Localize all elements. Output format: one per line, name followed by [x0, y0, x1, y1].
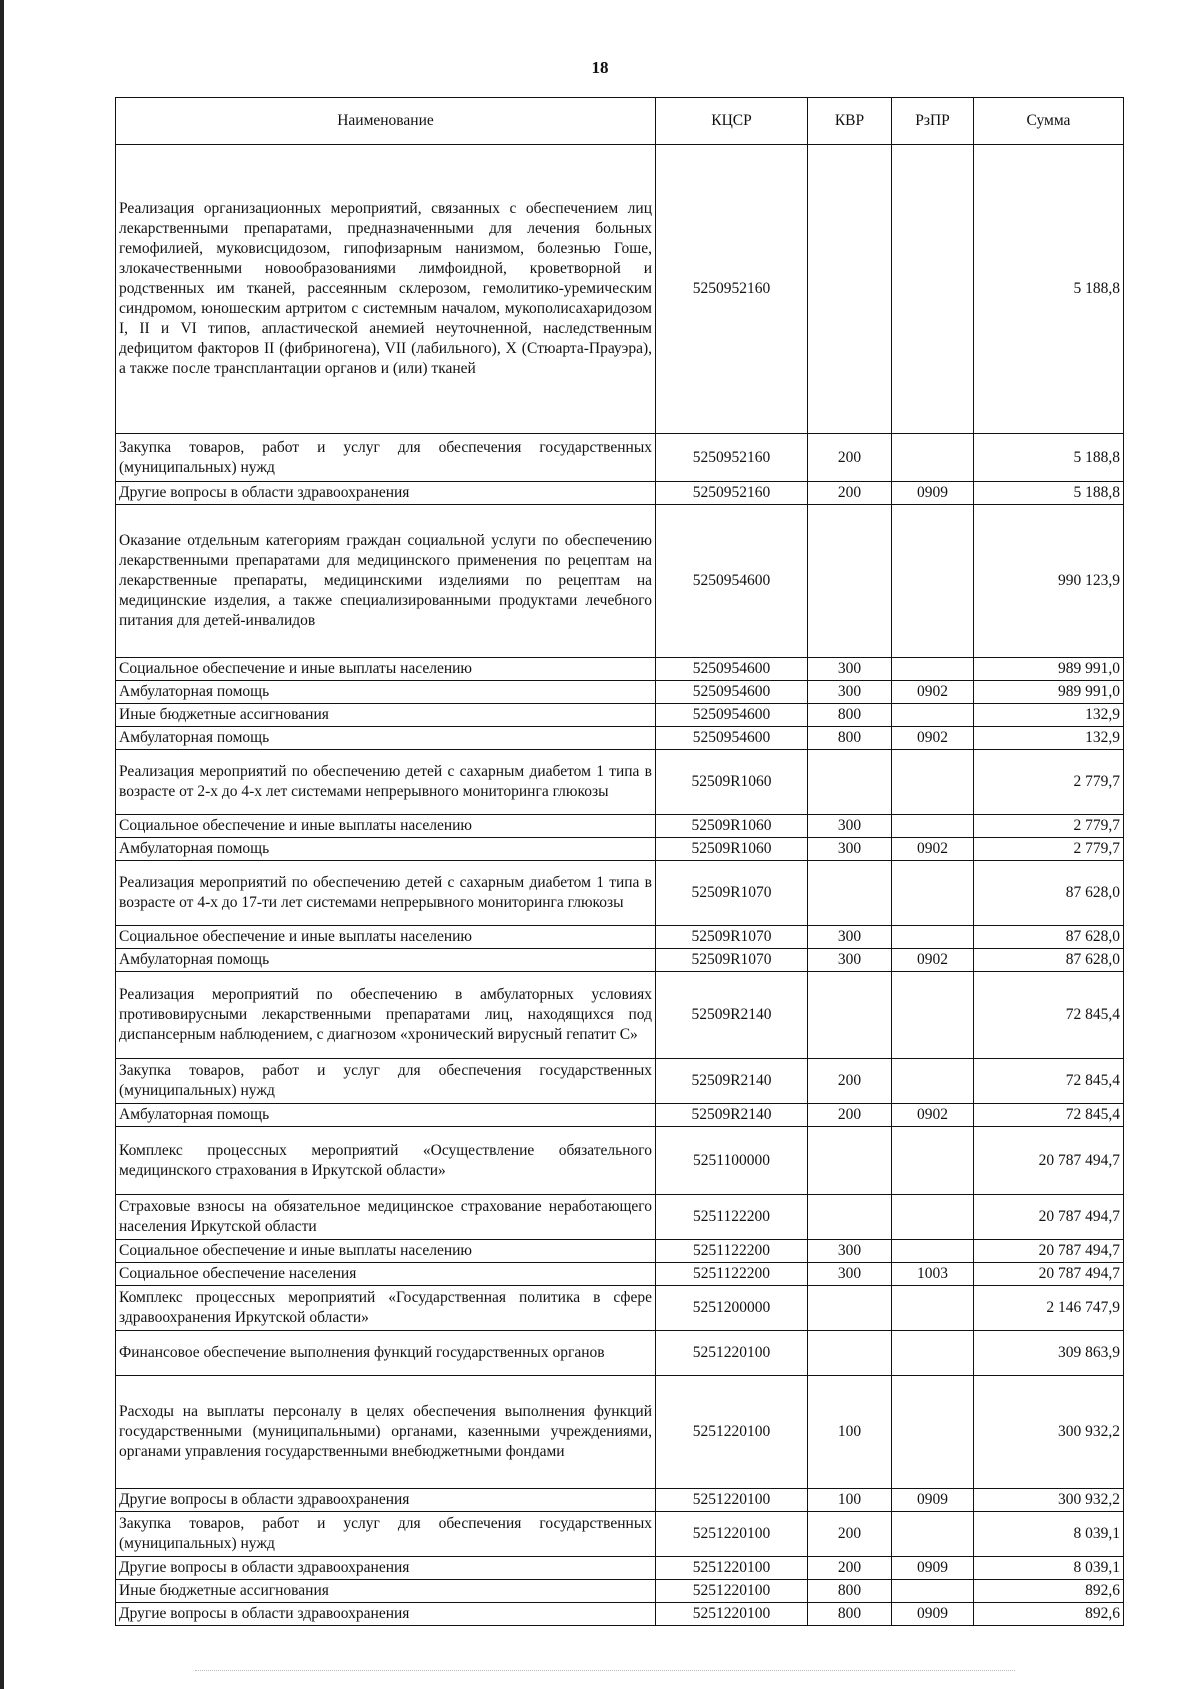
cell-name: Другие вопросы в области здравоохранения — [116, 482, 656, 505]
table-row — [116, 704, 1124, 727]
cell-name: Реализация мероприятий по обеспечению детей с сахарным диабетом 1 типа в возрасте от 4-х до 17-ти лет системами непрерывного мониторинга глюкозы — [116, 861, 656, 926]
cell-kcsr: 5250954600 — [656, 681, 808, 704]
cell-kvr: 300 — [808, 949, 892, 972]
table-row — [116, 434, 1124, 482]
table-row — [116, 1512, 1124, 1557]
header-name: Наименование — [116, 98, 656, 145]
header-sum: Сумма — [974, 98, 1124, 145]
cell-sum: 5 188,8 — [974, 434, 1124, 482]
cell-rzpr: 0902 — [892, 949, 974, 972]
cell-kcsr: 5250954600 — [656, 727, 808, 750]
table-row — [116, 727, 1124, 750]
cell-sum: 8 039,1 — [974, 1557, 1124, 1580]
cell-kcsr: 5251220100 — [656, 1331, 808, 1376]
cell-kcsr: 5251100000 — [656, 1127, 808, 1195]
cell-rzpr — [892, 658, 974, 681]
cell-sum: 87 628,0 — [974, 861, 1124, 926]
cell-kvr — [808, 1195, 892, 1240]
cell-sum: 5 188,8 — [974, 482, 1124, 505]
cell-kvr — [808, 1127, 892, 1195]
cell-kvr — [808, 972, 892, 1059]
cell-rzpr — [892, 505, 974, 658]
cell-sum: 72 845,4 — [974, 1104, 1124, 1127]
table-row — [116, 1263, 1124, 1286]
cell-kcsr: 52509R1070 — [656, 861, 808, 926]
cell-name: Комплекс процессных мероприятий «Государственная политика в сфере здравоохранения Иркутской области» — [116, 1286, 656, 1331]
cell-kvr: 800 — [808, 1580, 892, 1603]
table-row — [116, 1059, 1124, 1104]
cell-kcsr: 52509R1070 — [656, 926, 808, 949]
cell-name: Иные бюджетные ассигнования — [116, 704, 656, 727]
table-row — [116, 972, 1124, 1059]
cell-kvr: 300 — [808, 658, 892, 681]
cell-rzpr: 0909 — [892, 1489, 974, 1512]
cell-sum: 5 188,8 — [974, 145, 1124, 434]
cell-sum: 892,6 — [974, 1580, 1124, 1603]
cell-kcsr: 5251122200 — [656, 1195, 808, 1240]
cell-kvr: 200 — [808, 1557, 892, 1580]
cell-sum: 20 787 494,7 — [974, 1195, 1124, 1240]
budget-table — [115, 97, 1124, 1626]
cell-kvr: 300 — [808, 815, 892, 838]
cell-kvr — [808, 1286, 892, 1331]
cell-name: Социальное обеспечение и иные выплаты населению — [116, 926, 656, 949]
cell-name: Амбулаторная помощь — [116, 681, 656, 704]
cell-name: Комплекс процессных мероприятий «Осуществление обязательного медицинского страхования в Иркутской области» — [116, 1127, 656, 1195]
cell-kvr: 200 — [808, 1059, 892, 1104]
cell-sum: 2 146 747,9 — [974, 1286, 1124, 1331]
cell-rzpr — [892, 1331, 974, 1376]
cell-rzpr — [892, 434, 974, 482]
table-row — [116, 1240, 1124, 1263]
cell-rzpr: 0902 — [892, 1104, 974, 1127]
cell-kvr: 100 — [808, 1489, 892, 1512]
cell-sum: 892,6 — [974, 1603, 1124, 1626]
cell-name: Реализация мероприятий по обеспечению в амбулаторных условиях противовирусными лекарственными препаратами лиц, находящихся под диспансерным наблюдением, с диагнозом «хронический вирусный гепатит С» — [116, 972, 656, 1059]
cell-name: Финансовое обеспечение выполнения функций государственных органов — [116, 1331, 656, 1376]
cell-rzpr — [892, 750, 974, 815]
cell-kcsr: 52509R1060 — [656, 838, 808, 861]
cell-kvr: 200 — [808, 482, 892, 505]
cell-name: Иные бюджетные ассигнования — [116, 1580, 656, 1603]
header-kcsr: КЦСР — [656, 98, 808, 145]
cell-kcsr: 5250954600 — [656, 658, 808, 681]
cell-kcsr: 52509R1060 — [656, 750, 808, 815]
cell-rzpr — [892, 1580, 974, 1603]
cell-rzpr — [892, 145, 974, 434]
table-header-row — [116, 98, 1124, 145]
cell-kvr: 300 — [808, 838, 892, 861]
scan-edge — [0, 0, 4, 1689]
cell-kcsr: 52509R2140 — [656, 1104, 808, 1127]
cell-kcsr: 5251122200 — [656, 1240, 808, 1263]
cell-kcsr: 5250954600 — [656, 505, 808, 658]
table-row — [116, 1603, 1124, 1626]
cell-name: Социальное обеспечение населения — [116, 1263, 656, 1286]
cell-rzpr: 0909 — [892, 1603, 974, 1626]
cell-name: Закупка товаров, работ и услуг для обеспечения государственных (муниципальных) нужд — [116, 1512, 656, 1557]
cell-sum: 87 628,0 — [974, 926, 1124, 949]
table-row — [116, 815, 1124, 838]
cell-rzpr: 0902 — [892, 727, 974, 750]
cell-rzpr: 0909 — [892, 482, 974, 505]
cell-name: Закупка товаров, работ и услуг для обеспечения государственных (муниципальных) нужд — [116, 434, 656, 482]
cell-kvr: 200 — [808, 1512, 892, 1557]
cell-kvr — [808, 750, 892, 815]
cell-name: Социальное обеспечение и иные выплаты населению — [116, 815, 656, 838]
table-row — [116, 1104, 1124, 1127]
table-row — [116, 750, 1124, 815]
cell-name: Амбулаторная помощь — [116, 727, 656, 750]
cell-kvr — [808, 505, 892, 658]
cell-rzpr: 1003 — [892, 1263, 974, 1286]
cell-rzpr: 0909 — [892, 1557, 974, 1580]
cell-kcsr: 52509R2140 — [656, 972, 808, 1059]
table-row — [116, 949, 1124, 972]
cell-name: Другие вопросы в области здравоохранения — [116, 1603, 656, 1626]
cell-kcsr: 5250952160 — [656, 482, 808, 505]
table-row — [116, 658, 1124, 681]
cell-name: Реализация мероприятий по обеспечению детей с сахарным диабетом 1 типа в возрасте от 2-х до 4-х лет системами непрерывного мониторинга глюкозы — [116, 750, 656, 815]
cell-kvr: 300 — [808, 1263, 892, 1286]
cell-sum: 72 845,4 — [974, 1059, 1124, 1104]
cell-kvr: 300 — [808, 926, 892, 949]
cell-rzpr — [892, 972, 974, 1059]
cell-sum: 309 863,9 — [974, 1331, 1124, 1376]
table-row — [116, 681, 1124, 704]
cell-kcsr: 5251220100 — [656, 1557, 808, 1580]
cell-rzpr — [892, 1127, 974, 1195]
table-row — [116, 1286, 1124, 1331]
header-kvr: КВР — [808, 98, 892, 145]
cell-kvr — [808, 1331, 892, 1376]
cell-name: Закупка товаров, работ и услуг для обеспечения государственных (муниципальных) нужд — [116, 1059, 656, 1104]
cell-kvr: 800 — [808, 1603, 892, 1626]
cell-rzpr: 0902 — [892, 681, 974, 704]
cell-sum: 2 779,7 — [974, 815, 1124, 838]
table-row — [116, 505, 1124, 658]
cell-rzpr — [892, 1240, 974, 1263]
cell-rzpr — [892, 1286, 974, 1331]
cell-sum: 300 932,2 — [974, 1376, 1124, 1489]
header-rzpr: РзПР — [892, 98, 974, 145]
cell-rzpr — [892, 1059, 974, 1104]
cell-name: Реализация организационных мероприятий, связанных с обеспечением лиц лекарственными препаратами, предназначенными для лечения больных гемофилией, муковисцидозом, гипофизарным нанизмом, болезнью Гоше, злокачественными новообразованиями лимфоидной, кроветворной и родственных им тканей, рассеянным склерозом, гемолитико-уремическим синдромом, юношеским артритом с системным началом, мукополисахаридозом I, II и VI типов, апластической анемией неуточненной, наследственным дефицитом факторов II (фибриногена), VII (лабильного), X (Стюарта-Прауэра), а также после трансплантации органов и (или) тканей — [116, 145, 656, 434]
cell-sum: 300 932,2 — [974, 1489, 1124, 1512]
cell-kvr — [808, 145, 892, 434]
cell-kcsr: 52509R1070 — [656, 949, 808, 972]
cell-name: Расходы на выплаты персоналу в целях обеспечения выполнения функций государственными (муниципальными) органами, казенными учреждениями, органами управления государственными внебюджетными фондами — [116, 1376, 656, 1489]
cell-kvr: 100 — [808, 1376, 892, 1489]
cell-name: Оказание отдельным категориям граждан социальной услуги по обеспечению лекарственными препаратами для медицинского применения по рецептам на лекарственные препараты, медицинскими изделиями по рецептам на медицинские изделия, а также специализированными продуктами лечебного питания для детей-инвалидов — [116, 505, 656, 658]
cell-kvr: 300 — [808, 681, 892, 704]
cell-kcsr: 5251220100 — [656, 1489, 808, 1512]
cell-name: Социальное обеспечение и иные выплаты населению — [116, 658, 656, 681]
cell-sum: 72 845,4 — [974, 972, 1124, 1059]
cell-sum: 989 991,0 — [974, 658, 1124, 681]
table-row — [116, 1489, 1124, 1512]
cell-kcsr: 5250954600 — [656, 704, 808, 727]
table-row — [116, 145, 1124, 434]
cell-rzpr — [892, 1512, 974, 1557]
cell-kcsr: 5250952160 — [656, 145, 808, 434]
cell-name: Другие вопросы в области здравоохранения — [116, 1557, 656, 1580]
table-body — [116, 145, 1124, 1626]
table-row — [116, 1331, 1124, 1376]
cell-sum: 20 787 494,7 — [974, 1127, 1124, 1195]
cell-kvr: 300 — [808, 1240, 892, 1263]
cell-kcsr: 52509R2140 — [656, 1059, 808, 1104]
cell-sum: 8 039,1 — [974, 1512, 1124, 1557]
cell-sum: 989 991,0 — [974, 681, 1124, 704]
table-row — [116, 1127, 1124, 1195]
cell-rzpr — [892, 1376, 974, 1489]
table-row — [116, 1376, 1124, 1489]
cell-sum: 2 779,7 — [974, 750, 1124, 815]
cell-rzpr — [892, 704, 974, 727]
cell-kvr: 200 — [808, 434, 892, 482]
cell-name: Социальное обеспечение и иные выплаты населению — [116, 1240, 656, 1263]
cell-rzpr — [892, 815, 974, 838]
cell-kcsr: 52509R1060 — [656, 815, 808, 838]
cell-kcsr: 5251220100 — [656, 1580, 808, 1603]
cell-sum: 20 787 494,7 — [974, 1240, 1124, 1263]
cell-rzpr — [892, 926, 974, 949]
cell-sum: 2 779,7 — [974, 838, 1124, 861]
cell-sum: 87 628,0 — [974, 949, 1124, 972]
cell-rzpr — [892, 1195, 974, 1240]
cell-sum: 132,9 — [974, 704, 1124, 727]
cell-kvr — [808, 861, 892, 926]
cell-sum: 990 123,9 — [974, 505, 1124, 658]
table-row — [116, 1195, 1124, 1240]
cell-kcsr: 5250952160 — [656, 434, 808, 482]
cell-name: Страховые взносы на обязательное медицинское страхование неработающего населения Иркутской области — [116, 1195, 656, 1240]
cell-kvr: 200 — [808, 1104, 892, 1127]
cell-name: Амбулаторная помощь — [116, 949, 656, 972]
cell-kvr: 800 — [808, 704, 892, 727]
table-row — [116, 1557, 1124, 1580]
table-row — [116, 926, 1124, 949]
cell-kcsr: 5251122200 — [656, 1263, 808, 1286]
cell-name: Амбулаторная помощь — [116, 838, 656, 861]
scan-bottom-mark — [195, 1670, 1015, 1672]
cell-rzpr — [892, 861, 974, 926]
table-row — [116, 482, 1124, 505]
cell-name: Амбулаторная помощь — [116, 1104, 656, 1127]
cell-name: Другие вопросы в области здравоохранения — [116, 1489, 656, 1512]
cell-kcsr: 5251220100 — [656, 1603, 808, 1626]
cell-rzpr: 0902 — [892, 838, 974, 861]
cell-kcsr: 5251220100 — [656, 1376, 808, 1489]
cell-kcsr: 5251200000 — [656, 1286, 808, 1331]
table-row — [116, 1580, 1124, 1603]
table-row — [116, 861, 1124, 926]
cell-kcsr: 5251220100 — [656, 1512, 808, 1557]
cell-kvr: 800 — [808, 727, 892, 750]
table-row — [116, 838, 1124, 861]
cell-sum: 132,9 — [974, 727, 1124, 750]
page-number: 18 — [591, 58, 609, 77]
cell-sum: 20 787 494,7 — [974, 1263, 1124, 1286]
